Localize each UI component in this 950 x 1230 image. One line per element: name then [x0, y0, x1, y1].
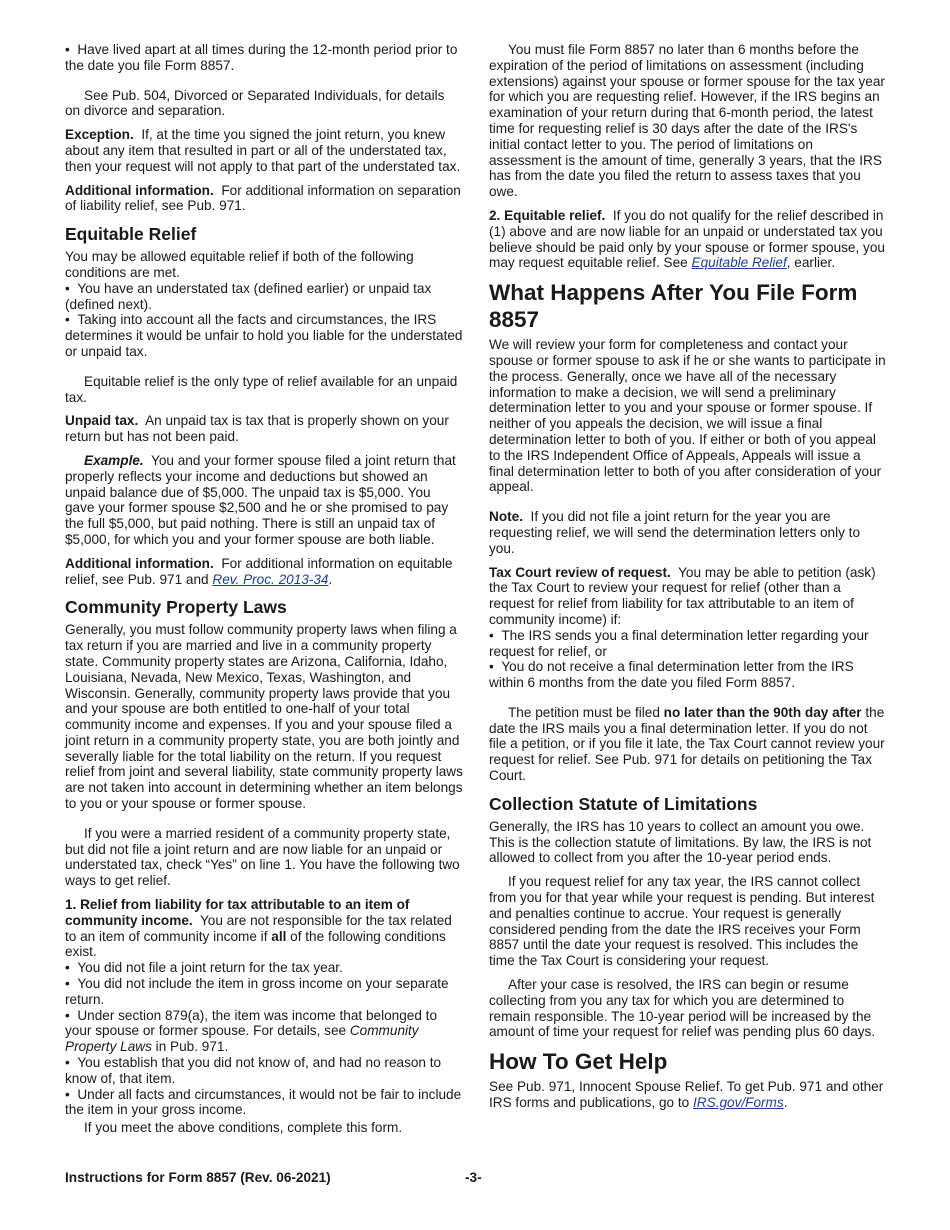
rev-proc-link[interactable]: Rev. Proc. 2013-34: [212, 571, 329, 587]
community-paragraph-1: Generally, you must follow community property laws when filing a tax return if you are married and live in a community property state. Community property states are Arizona, California, Idaho, Louisiana, Nevada, New Mexico, Texas, Washington, and Wisconsin. Generally, community property laws provide that you and your spouse are both entitled to one-half of your total community income and expenses. If you and your spouse filed a joint return in a community property state, you are both jointly and severally liable for the total liability on the return. If you request relief from joint and several liability, state community property laws are not taken into account in determining whether an item belongs to you or your spouse or former spouse.: [65, 622, 463, 812]
list-item: • Under all facts and circumstances, it would not be fair to include the item in your gross income.: [65, 1087, 463, 1119]
tax-court-list: [489, 628, 886, 691]
page-number: -3-: [465, 1170, 482, 1185]
petition-paragraph: The petition must be filed no later than the 90th day after the date the IRS mails you a final determination letter. If you do not file a petition, or if you file it late, the Tax Court cannot review your request for relief. See Pub. 971 for details on petitioning the Tax Court.: [489, 704, 885, 784]
list-item: • You establish that you did not know of, and had no reason to know of, that item.: [65, 1055, 463, 1087]
list-item: • You do not receive a final determination letter from the IRS within 6 months from the date you filed Form 8857.: [489, 659, 886, 691]
tax-court-paragraph: Tax Court review of request. You may be able to petition (ask) the Tax Court to review your request for relief (other than a request for relief from liability for tax attributable to an item of community income) if:: [489, 564, 876, 627]
additional-info-separation: Additional information. For additional information on separation of liability relief, see Pub. 971.: [65, 182, 461, 214]
collection-paragraph-1: Generally, the IRS has 10 years to collect an amount you owe. This is the collection statute of limitations. By law, the IRS is not allowed to collect from you after the 10-year period ends.: [489, 818, 872, 866]
irs-forms-link[interactable]: IRS.gov/Forms: [693, 1095, 784, 1111]
footer-title: Instructions for Form 8857 (Rev. 06-2021): [65, 1170, 331, 1185]
example-paragraph: Example. You and your former spouse filed a joint return that properly reflects your income and deductions but showed an unpaid balance due of $5,000. The unpaid tax is $5,000. You gave your former spouse $2,500 and he or she promised to pay the full $5,000, but paid nothing. There is still an unpaid tax of $5,000, for which you and your former spouse are both liable.: [65, 452, 456, 547]
help-paragraph: See Pub. 971, Innocent Spouse Relief. To get Pub. 971 and other IRS forms and publications, go to IRS.gov/Forms.: [489, 1079, 884, 1111]
collection-paragraph-3: After your case is resolved, the IRS can begin or resume collecting from you any tax for which you are determined to remain responsible. The 10-year period will be increased by the amount of time your request for relief was pending plus 60 days.: [489, 977, 876, 1040]
community-paragraph-2: If you were a married resident of a community property state, but did not file a joint return and are now liable for an unpaid or understated tax, check “Yes” on line 1. You have the following two ways to get relief.: [65, 825, 460, 889]
list-item: • Under section 879(a), the item was income that belonged to your spouse or former spouse. For details, see Community Property Laws in Pub. 971.: [65, 1008, 463, 1055]
page-footer: [65, 1170, 886, 1185]
additional-info-equitable: Additional information. For additional information on equitable relief, see Pub. 971 and Rev. Proc. 2013-34.: [65, 555, 453, 587]
list-item: • You did not file a joint return for the tax year.: [65, 960, 463, 976]
how-to-get-help-heading: How To Get Help: [489, 1049, 668, 1075]
left-column: [65, 42, 463, 1144]
collection-paragraph-2: If you request relief for any tax year, the IRS cannot collect from you for that year while your request is pending. But interest and penalties continue to accrue. Your request is generally considered pending from the date the IRS receives your Form 8857 until the date your request is resolved. This includes the time the Tax Court is considering your request.: [489, 874, 875, 969]
exception-label: Exception.: [65, 127, 134, 143]
what-happens-heading: What Happens After You File Form 8857: [489, 280, 858, 333]
equitable-relief-heading: Equitable Relief: [65, 224, 197, 245]
community-conditions-list: [65, 960, 463, 1118]
file-deadline-paragraph: You must file Form 8857 no later than 6 months before the expiration of the period of limitations on assessment (including extensions) against your spouse or former spouse for the tax year for which you are requesting relief. However, if the IRS begins an examination of your return during that 6-month period, the latest time for requesting relief is 30 days after the date of the IRS's initial contact letter to you. The period of limitations on assessment is the amount of time, generally 3 years, that the IRS has from the date you filed the return to assess taxes that you owe.: [489, 42, 885, 200]
equitable-conditions-list: [65, 281, 463, 360]
right-column: [489, 42, 886, 1119]
list-item: • You did not include the item in gross income on your separate return.: [65, 976, 463, 1008]
relief-1-paragraph: 1. Relief from liability for tax attributable to an item of community income. You are not responsible for the tax related to an item of community income if all of the following conditions exist.: [65, 897, 452, 960]
equitable-intro: You may be allowed equitable relief if both of the following conditions are met.: [65, 249, 414, 280]
list-item: • The IRS sends you a final determination letter regarding your request for relief, or: [489, 628, 886, 660]
equitable-only-paragraph: Equitable relief is the only type of relief available for an unpaid tax.: [65, 373, 458, 405]
list-item: • Taking into account all the facts and circumstances, the IRS determines it would be unfair to hold you liable for the understated or unpaid tax.: [65, 312, 463, 359]
complete-form-paragraph: If you meet the above conditions, complete this form.: [84, 1120, 403, 1136]
community-property-heading: Community Property Laws: [65, 597, 287, 618]
collection-statute-heading: Collection Statute of Limitations: [489, 793, 758, 814]
equitable-relief-link[interactable]: Equitable Relief: [691, 255, 787, 271]
note-paragraph: Note. If you did not file a joint return for the year you are requesting relief, we will send the determination letters only to you.: [489, 509, 861, 556]
list-item: • You have an understated tax (defined earlier) or unpaid tax (defined next).: [65, 281, 463, 313]
unpaid-tax-paragraph: Unpaid tax. An unpaid tax is tax that is properly shown on your return but has not been paid.: [65, 413, 449, 445]
bullet-lived-apart: • Have lived apart at all times during the 12-month period prior to the date you file Form 8857.: [65, 42, 463, 74]
exception-paragraph: Exception. If, at the time you signed the joint return, you knew about any item that resulted in part or all of the understated tax, then your request will not apply to that part of the understated tax.: [65, 127, 461, 174]
see-pub-504: See Pub. 504, Divorced or Separated Individuals, for details on divorce and separation.: [65, 87, 445, 119]
what-happens-paragraph: We will review your form for completeness and contact your spouse or former spouse to ask if he or she wants to participate in the process. Generally, once we have all of the necessary information to make a decision, we will send a preliminary determination letter to you and your spouse or former spouse. If neither of you appeals the decision, we will issue a final determination letter to both of you. If either or both of you appeal to the IRS Independent Office of Appeals, Appeals will issue a final determination letter to both of you after consideration of your appeal.: [489, 337, 886, 495]
equitable-relief-2-paragraph: 2. Equitable relief. If you do not qualify for the relief described in (1) above and are now liable for an unpaid or understated tax you believe should be paid only by your spouse or former spouse, you may request equitable relief. See Equitable Relief, earlier.: [489, 207, 885, 271]
